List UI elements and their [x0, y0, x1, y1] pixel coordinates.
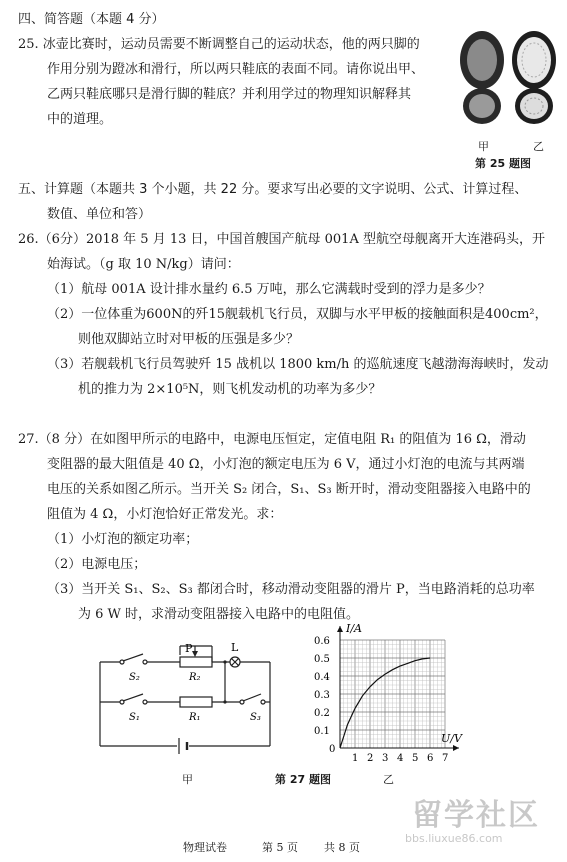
q26-line-6: （3）若舰载机飞行员驾驶歼 15 战机以 1800 km/h 的巡航速度飞越渤海海峡时，发动 — [47, 357, 549, 372]
q27-line-1: 27.（8 分）在如图甲所示的电路中，电源电压恒定，定值电阻 R₁ 的阻值为 16 Ω，滑动 — [18, 432, 526, 447]
watermark-url: bbs.liuxue86.com — [405, 832, 503, 845]
sole-label-a: 甲 — [478, 140, 489, 153]
x-tick-label: 2 — [367, 753, 374, 764]
origin-label: 0 — [329, 744, 336, 755]
x-tick-label: 7 — [442, 753, 449, 764]
section-5-heading-line-1: 五、计算题（本题共 3 个小题，共 22 分。要求写出必要的文字说明、公式、计算过程、 — [18, 182, 528, 197]
y-tick-label: 0.4 — [314, 672, 330, 683]
y-axis-label: I/A — [346, 622, 362, 635]
q25-line-2: 作用分别为蹬冰和滑行，所以两只鞋底的表面不同。请你说出甲、 — [47, 62, 425, 77]
label-R1: R₁ — [189, 712, 201, 723]
label-S2: S₂ — [129, 672, 140, 683]
label-P: P — [185, 642, 193, 655]
q25-line-4: 中的道理。 — [47, 112, 113, 127]
y-axis-arrow — [337, 626, 343, 632]
x-axis-arrow — [453, 745, 459, 751]
x-tick-label: 6 — [427, 753, 434, 764]
sole-b — [512, 31, 556, 124]
q27-line-3: 电压的关系如图乙所示。当开关 S₂ 闭合，S₁、S₃ 断开时，滑动变阻器接入电路中的 — [47, 482, 531, 497]
q26-line-7: 机的推力为 2×10⁵N，则飞机发动机的功率为多少？ — [78, 382, 382, 397]
shoe-soles-figure — [455, 28, 565, 136]
q26-line-3: （1）航母 001A 设计排水量约 6.5 万吨，那么它满载时受到的浮力是多少？ — [47, 282, 491, 297]
q26-line-1: 26.（6分）2018 年 5 月 13 日，中国首艘国产航母 001A 型航空母舰离开大连港码头，开 — [18, 232, 545, 247]
iu-chart — [300, 620, 500, 770]
x-tick-label: 1 — [352, 753, 359, 764]
sole-label-b: 乙 — [533, 140, 544, 153]
label-S1: S₁ — [129, 712, 140, 723]
q27-line-6: （2）电源电压； — [47, 557, 147, 572]
x-tick-label: 4 — [397, 753, 404, 764]
circuit-diagram — [95, 642, 295, 754]
label-S3: S₃ — [250, 712, 261, 723]
x-tick-label: 3 — [382, 753, 389, 764]
q25-line-3: 乙两只鞋底哪只是滑行脚的鞋底？并利用学过的物理知识解释其 — [47, 87, 412, 102]
q27-line-2: 变阻器的最大阻值是 40 Ω，小灯泡的额定电压为 6 V，通过小灯泡的电流与其两端 — [47, 457, 525, 472]
label-L: L — [231, 642, 239, 654]
q26-line-5: 则他双脚站立时对甲板的压强是多少？ — [78, 332, 300, 347]
y-tick-label: 0.2 — [314, 708, 330, 719]
fig27-label-a: 甲 — [182, 773, 193, 786]
section-4-heading: 四、简答题（本题 4 分） — [18, 12, 165, 27]
y-tick-label: 0.3 — [314, 690, 330, 701]
watermark-logo: 留学社区 — [412, 798, 540, 833]
label-R2: R₂ — [189, 672, 201, 683]
y-tick-label: 0.6 — [314, 636, 330, 647]
sole-a — [460, 31, 504, 124]
q27-line-4: 阻值为 4 Ω，小灯泡恰好正常发光。求： — [47, 507, 283, 522]
footer-total: 共 8 页 — [324, 841, 360, 854]
fig25-caption: 第 25 题图 — [475, 157, 531, 170]
q26-line-2: 始海试。（g 取 10 N/kg）请问： — [47, 257, 240, 272]
x-axis-label: U/V — [441, 732, 462, 745]
q26-line-4: （2）一位体重为600N的歼15舰载机飞行员，双脚与水平甲板的接触面积是400cm²， — [47, 307, 548, 322]
q27-line-8: 为 6 W 时，求滑动变阻器接入电路中的电阻值。 — [78, 607, 360, 622]
y-tick-label: 0.1 — [314, 726, 330, 737]
y-tick-label: 0.5 — [314, 654, 330, 665]
footer-subject: 物理试卷 — [183, 841, 227, 854]
x-tick-label: 5 — [412, 753, 419, 764]
q27-line-5: （1）小灯泡的额定功率； — [47, 532, 199, 547]
q27-line-7: （3）当开关 S₁、S₂、S₃ 都闭合时，移动滑动变阻器的滑片 P，当电路消耗的总功率 — [47, 582, 535, 597]
section-5-heading-line-2: 数值、单位和答） — [47, 207, 152, 222]
q25-line-1: 25. 冰壶比赛时，运动员需要不断调整自己的运动状态，他的两只脚的 — [18, 37, 420, 52]
fig27-caption: 第 27 题图 — [275, 773, 331, 786]
fig27-label-b: 乙 — [383, 773, 394, 786]
footer-page: 第 5 页 — [262, 841, 298, 854]
